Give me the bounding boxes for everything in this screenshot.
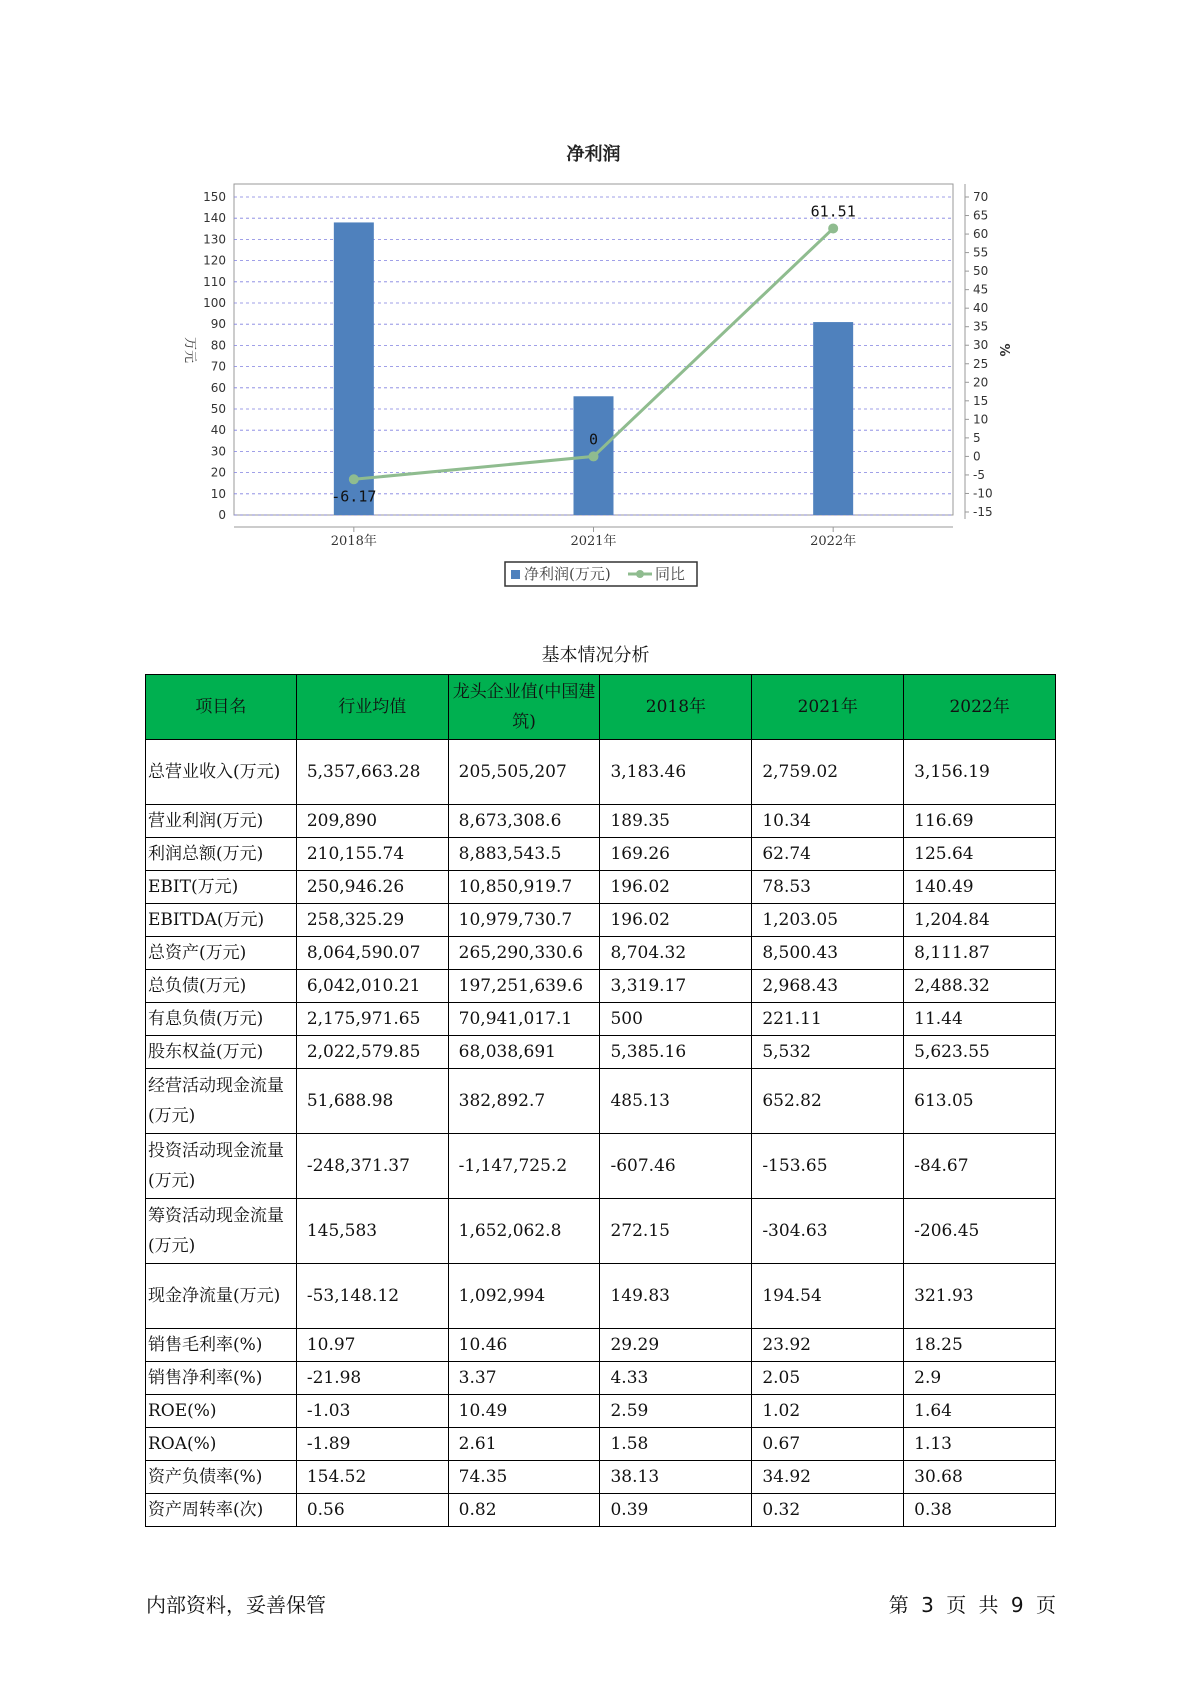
table-row (146, 1362, 1056, 1395)
row-label-cell: 经营活动现金流量(万元) (146, 1069, 297, 1134)
row-label-cell: 有息负债(万元) (146, 1003, 297, 1036)
value-cell: 3,319.17 (600, 970, 752, 1003)
basic-analysis-table (145, 674, 1056, 1527)
value-cell: 70,941,017.1 (448, 1003, 600, 1036)
bar-net-profit (334, 222, 374, 515)
value-cell: 10.46 (448, 1329, 600, 1362)
value-cell: 145,583 (296, 1199, 448, 1264)
row-label-cell: EBITDA(万元) (146, 904, 297, 937)
table-caption: 基本情况分析 (541, 645, 650, 666)
value-cell: 209,890 (296, 805, 448, 838)
value-cell: 5,385.16 (600, 1036, 752, 1069)
table-row (146, 805, 1056, 838)
value-cell: 221.11 (752, 1003, 904, 1036)
value-cell: 74.35 (448, 1461, 600, 1494)
data-label-yoy: 0 (588, 430, 599, 449)
value-cell: -248,371.37 (296, 1134, 448, 1199)
y-tick-label: 50 (210, 402, 226, 416)
value-cell: 3.37 (448, 1362, 600, 1395)
header-2021: 2021年 (752, 675, 904, 740)
value-cell: 210,155.74 (296, 838, 448, 871)
value-cell: 250,946.26 (296, 871, 448, 904)
value-cell: 78.53 (752, 871, 904, 904)
value-cell: 8,673,308.6 (448, 805, 600, 838)
value-cell: 140.49 (904, 871, 1056, 904)
data-label-yoy: 61.51 (810, 202, 856, 221)
value-cell: -84.67 (904, 1134, 1056, 1199)
y2-tick-label: -5 (973, 467, 985, 482)
value-cell: 2,968.43 (752, 970, 904, 1003)
value-cell: 321.93 (904, 1264, 1056, 1329)
value-cell: 8,064,590.07 (296, 937, 448, 970)
y2-tick-label: 5 (973, 430, 981, 445)
value-cell: 2,022,579.85 (296, 1036, 448, 1069)
table-row (146, 1395, 1056, 1428)
value-cell: 500 (600, 1003, 752, 1036)
value-cell: 189.35 (600, 805, 752, 838)
value-cell: -304.63 (752, 1199, 904, 1264)
value-cell: 1,204.84 (904, 904, 1056, 937)
value-cell: 0.56 (296, 1494, 448, 1527)
row-label-cell: 现金净流量(万元) (146, 1264, 297, 1329)
y2-tick-label: 70 (973, 190, 989, 204)
value-cell: 2,488.32 (904, 970, 1056, 1003)
value-cell: 8,883,543.5 (448, 838, 600, 871)
row-label-cell: 股东权益(万元) (146, 1036, 297, 1069)
value-cell: 8,500.43 (752, 937, 904, 970)
value-cell: 382,892.7 (448, 1069, 600, 1134)
value-cell: 10.49 (448, 1395, 600, 1428)
y2-tick-label: 65 (973, 208, 989, 223)
y2-tick-label: 50 (973, 264, 989, 279)
value-cell: -206.45 (904, 1199, 1056, 1264)
row-label-cell: 利润总额(万元) (146, 838, 297, 871)
net-profit-chart (0, 0, 1191, 590)
chart-title: 净利润 (566, 144, 621, 165)
y2-tick-label: -10 (973, 486, 993, 501)
y-axis-label: 万元 (182, 336, 197, 364)
y-tick-label: 40 (210, 423, 226, 438)
row-label-cell: 资产负债率(%) (146, 1461, 297, 1494)
value-cell: 1.13 (904, 1428, 1056, 1461)
table-row (146, 1428, 1056, 1461)
y-tick-label: 140 (203, 211, 226, 226)
table-row (146, 1264, 1056, 1329)
value-cell: 194.54 (752, 1264, 904, 1329)
value-cell: 4.33 (600, 1362, 752, 1395)
table-row (146, 1069, 1056, 1134)
table-row (146, 1494, 1056, 1527)
row-label-cell: 总营业收入(万元) (146, 740, 297, 805)
header-item-name: 项目名 (146, 675, 297, 740)
value-cell: 1.02 (752, 1395, 904, 1428)
value-cell: 10,979,730.7 (448, 904, 600, 937)
value-cell: 652.82 (752, 1069, 904, 1134)
value-cell: 10,850,919.7 (448, 871, 600, 904)
value-cell: -1.89 (296, 1428, 448, 1461)
value-cell: 2.61 (448, 1428, 600, 1461)
value-cell: 2,759.02 (752, 740, 904, 805)
value-cell: 0.32 (752, 1494, 904, 1527)
y-tick-label: 30 (210, 444, 226, 459)
value-cell: 34.92 (752, 1461, 904, 1494)
value-cell: 8,704.32 (600, 937, 752, 970)
y-tick-label: 10 (210, 486, 226, 501)
value-cell: 196.02 (600, 904, 752, 937)
value-cell: 11.44 (904, 1003, 1056, 1036)
value-cell: 10.97 (296, 1329, 448, 1362)
value-cell: 68,038,691 (448, 1036, 600, 1069)
footer-page-number: 第 3 页 共 9 页 (888, 1593, 1056, 1617)
y2-tick-label: 55 (973, 245, 989, 260)
y2-tick-label: 45 (973, 282, 989, 297)
value-cell: 18.25 (904, 1329, 1056, 1362)
y2-tick-label: 40 (973, 301, 989, 316)
value-cell: 30.68 (904, 1461, 1056, 1494)
value-cell: 0.38 (904, 1494, 1056, 1527)
y2-tick-label: 0 (973, 449, 981, 464)
value-cell: 8,111.87 (904, 937, 1056, 970)
legend-swatch-bar (511, 570, 520, 579)
value-cell: -21.98 (296, 1362, 448, 1395)
y-tick-label: 90 (210, 317, 226, 332)
value-cell: 169.26 (600, 838, 752, 871)
value-cell: 258,325.29 (296, 904, 448, 937)
table-row (146, 1329, 1056, 1362)
value-cell: 5,357,663.28 (296, 740, 448, 805)
y-tick-label: 130 (203, 232, 226, 247)
value-cell: 5,532 (752, 1036, 904, 1069)
y2-tick-label: 15 (973, 393, 989, 408)
y-tick-label: 80 (210, 338, 226, 353)
value-cell: -53,148.12 (296, 1264, 448, 1329)
row-label-cell: 营业利润(万元) (146, 805, 297, 838)
value-cell: 2.59 (600, 1395, 752, 1428)
value-cell: 1.64 (904, 1395, 1056, 1428)
value-cell: 2.9 (904, 1362, 1056, 1395)
x-tick-label: 2018年 (330, 534, 377, 549)
table-row (146, 871, 1056, 904)
row-label-cell: ROE(%) (146, 1395, 297, 1428)
value-cell: 116.69 (904, 805, 1056, 838)
table-row (146, 1461, 1056, 1494)
table-row (146, 1003, 1056, 1036)
row-label-cell: ROA(%) (146, 1428, 297, 1461)
row-label-cell: 总负债(万元) (146, 970, 297, 1003)
header-2018: 2018年 (600, 675, 752, 740)
y2-tick-label: 20 (973, 375, 989, 390)
value-cell: 38.13 (600, 1461, 752, 1494)
value-cell: 149.83 (600, 1264, 752, 1329)
x-tick-label: 2021年 (570, 534, 617, 549)
point-yoy (589, 451, 599, 461)
row-label-cell: 资产周转率(次) (146, 1494, 297, 1527)
table-row (146, 1036, 1056, 1069)
value-cell: 0.67 (752, 1428, 904, 1461)
value-cell: 2.05 (752, 1362, 904, 1395)
row-label-cell: 销售毛利率(%) (146, 1329, 297, 1362)
row-label-cell: 投资活动现金流量(万元) (146, 1134, 297, 1199)
value-cell: 154.52 (296, 1461, 448, 1494)
value-cell: 62.74 (752, 838, 904, 871)
value-cell: 29.29 (600, 1329, 752, 1362)
table-row (146, 904, 1056, 937)
value-cell: 197,251,639.6 (448, 970, 600, 1003)
value-cell: 1,203.05 (752, 904, 904, 937)
value-cell: 3,156.19 (904, 740, 1056, 805)
value-cell: 3,183.46 (600, 740, 752, 805)
y-tick-label: 60 (210, 380, 226, 395)
point-yoy (349, 474, 359, 484)
value-cell: 265,290,330.6 (448, 937, 600, 970)
point-yoy (828, 223, 838, 233)
value-cell: 6,042,010.21 (296, 970, 448, 1003)
x-tick-label: 2022年 (810, 534, 857, 549)
header-2022: 2022年 (904, 675, 1056, 740)
value-cell: 5,623.55 (904, 1036, 1056, 1069)
legend-label-bar: 净利润(万元) (524, 565, 611, 583)
value-cell: 1.58 (600, 1428, 752, 1461)
header-industry-average: 行业均值 (296, 675, 448, 740)
header-leader-value: 龙头企业值(中国建筑) (448, 675, 600, 740)
table-row (146, 970, 1056, 1003)
y2-tick-label: 10 (973, 412, 989, 427)
table-row (146, 937, 1056, 970)
value-cell: 10.34 (752, 805, 904, 838)
value-cell: 196.02 (600, 871, 752, 904)
value-cell: 23.92 (752, 1329, 904, 1362)
legend-swatch-point (636, 570, 644, 578)
value-cell: 2,175,971.65 (296, 1003, 448, 1036)
y-tick-label: 110 (203, 274, 226, 289)
bar-net-profit (813, 322, 853, 515)
y2-tick-label: 35 (973, 319, 989, 334)
table-row (146, 1134, 1056, 1199)
value-cell: 1,092,994 (448, 1264, 600, 1329)
y-tick-label: 0 (218, 508, 226, 522)
y-tick-label: 100 (203, 296, 226, 310)
value-cell: -607.46 (600, 1134, 752, 1199)
value-cell: 272.15 (600, 1199, 752, 1264)
legend-label-line: 同比 (655, 565, 686, 583)
table-row (146, 1199, 1056, 1264)
table-header-row (146, 675, 1056, 740)
y2-axis-label: % (996, 343, 1011, 357)
value-cell: 51,688.98 (296, 1069, 448, 1134)
y-tick-label: 150 (203, 190, 226, 204)
value-cell: -153.65 (752, 1134, 904, 1199)
value-cell: 125.64 (904, 838, 1056, 871)
y2-tick-label: 60 (973, 227, 989, 242)
table-row (146, 740, 1056, 805)
value-cell: 0.39 (600, 1494, 752, 1527)
value-cell: 1,652,062.8 (448, 1199, 600, 1264)
value-cell: 613.05 (904, 1069, 1056, 1134)
value-cell: -1.03 (296, 1395, 448, 1428)
y2-tick-label: 25 (973, 356, 989, 371)
table-body (146, 740, 1056, 1527)
y-tick-label: 70 (210, 359, 226, 374)
row-label-cell: EBIT(万元) (146, 871, 297, 904)
data-label-yoy: -6.17 (331, 487, 377, 506)
row-label-cell: 销售净利率(%) (146, 1362, 297, 1395)
value-cell: 0.82 (448, 1494, 600, 1527)
table-row (146, 838, 1056, 871)
y-tick-label: 120 (203, 253, 226, 268)
row-label-cell: 筹资活动现金流量(万元) (146, 1199, 297, 1264)
value-cell: 485.13 (600, 1069, 752, 1134)
row-label-cell: 总资产(万元) (146, 937, 297, 970)
footer-confidential: 内部资料，妥善保管 (146, 1593, 326, 1617)
y-tick-label: 20 (210, 465, 226, 480)
value-cell: -1,147,725.2 (448, 1134, 600, 1199)
y2-tick-label: -15 (973, 505, 993, 519)
value-cell: 205,505,207 (448, 740, 600, 805)
y2-tick-label: 30 (973, 338, 989, 353)
